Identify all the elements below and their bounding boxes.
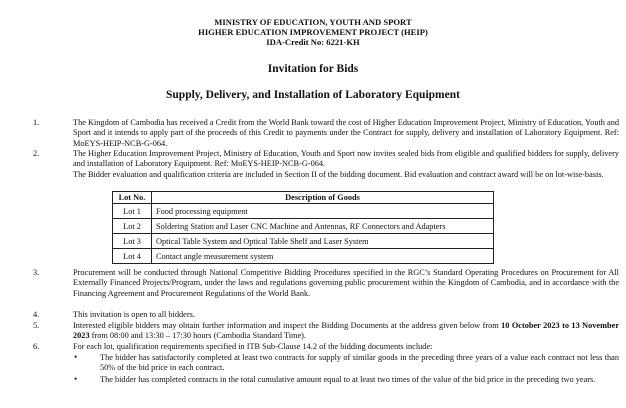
table-row: [113, 234, 494, 249]
lot-number: Lot 3: [113, 234, 152, 249]
item-text: The Kingdom of Cambodia has received a Credit from the World Bank toward the cost of Higher Education Improvement Project, Ministry of Education, Youth and Sport and it intends to apply part of the proceeds of this Credit to payments under the Contract for supply, delivery and installation of Laboratory Equipment. Ref: MoEYS-HEIP-NCB-G-064.: [73, 118, 619, 148]
ministry-name: MINISTRY OF EDUCATION, YOUTH AND SPORT: [214, 17, 412, 27]
item-text: [73, 321, 619, 342]
table-header-row: [113, 192, 494, 204]
bidding-period: 10 October 2023 to 13 November 2023: [73, 321, 620, 341]
page-title: Invitation for Bids: [267, 63, 359, 75]
bullet-icon: •: [74, 352, 78, 362]
lot-number: Lot 1: [113, 204, 152, 219]
item-text-part: Interested eligible bidders may obtain further information and inspect the Bidding Documents at the address given below from: [73, 321, 502, 330]
lot-description: Food processing equipment: [152, 204, 494, 219]
item-number: 2.: [33, 149, 40, 158]
bullet-icon: •: [74, 374, 78, 384]
item-text: Procurement will be conducted through National Competitive Bidding Procedures specified in the RGC’s Standard Operating Procedures on Procurement for All Externally Financed Projects/Program, under the laws and regulations governing public procurement within the Kingdom of Cambodia, and in accordance with the Financing Agreement and Procurement Regulations of the World Bank.: [73, 268, 619, 298]
column-header: Description of Goods: [152, 192, 494, 204]
item-number: 3.: [33, 268, 40, 277]
lot-number: Lot 4: [113, 249, 152, 264]
table-row: [113, 204, 494, 219]
column-header: Lot No.: [113, 192, 152, 204]
item-number: 5.: [33, 321, 40, 330]
lot-description: Soldering Station and Laser CNC Machine and Antennas, RF Connectors and Adapters: [152, 219, 494, 234]
item-text: For each lot, qualification requirements specified in ITB Sub-Clause 14.2 of the bidding documents include:: [73, 342, 433, 351]
lot-description: Optical Table System and Optical Table Shelf and Laser System: [152, 234, 494, 249]
item-text-part: from 08:00 and 13:30 – 17:30 hours (Cambodia Standard Time).: [89, 331, 306, 341]
lot-description: Contact angle measurement system: [152, 249, 494, 264]
project-name: HIGHER EDUCATION IMPROVEMENT PROJECT (HEIP): [198, 27, 428, 37]
page-subtitle: Supply, Delivery, and Installation of Laboratory Equipment: [166, 89, 460, 101]
item-text-continued: The Bidder evaluation and qualification criteria are included in Section II of the bidding document. Bid evaluation and contract award will be on lot-wise-basis.: [73, 170, 604, 179]
item-text: The Higher Education Improvement Project, Ministry of Education, Youth and Sport now invites sealed bids from eligible and qualified bidders for supply, delivery and installation of Laboratory Equipment. Ref: MoEYS-HEIP-NCB-G-064.: [73, 149, 619, 169]
table-row: [113, 249, 494, 264]
bullet-text: The bidder has completed contracts in the total cumulative amount equal to at least two times of the value of the bid price in the preceding two years.: [100, 375, 596, 384]
lots-table: [112, 191, 494, 264]
item-number: 6.: [33, 342, 40, 351]
table-row: [113, 219, 494, 234]
credit-number: IDA-Credit No: 6221-KH: [266, 37, 360, 47]
item-text: This invitation is open to all bidders.: [73, 310, 195, 319]
lot-number: Lot 2: [113, 219, 152, 234]
item-number: 1.: [33, 118, 40, 127]
bullet-text: The bidder has satisfactorily completed at least two contracts for supply of similar goods in the preceding three years of a value each contract not less than 50% of the bid price in each contract.: [100, 353, 619, 373]
item-number: 4.: [33, 310, 40, 319]
